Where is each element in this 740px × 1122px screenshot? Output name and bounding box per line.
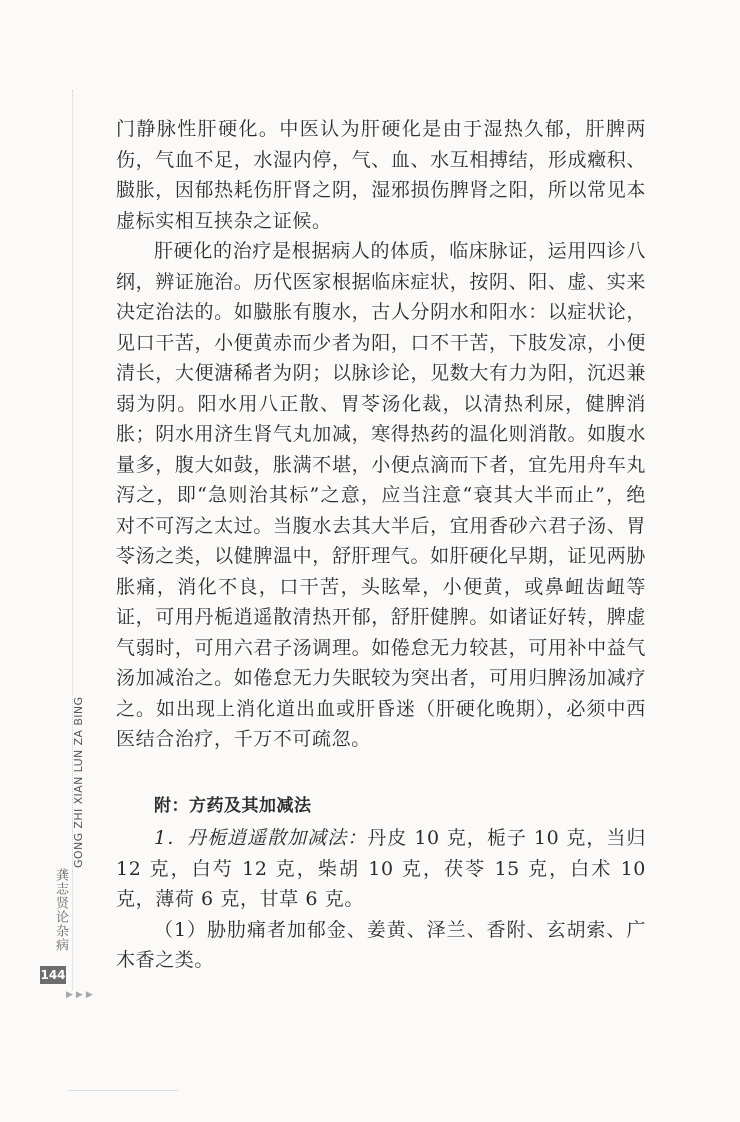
paragraph-1: 门静脉性肝硬化。中医认为肝硬化是由于湿热久郁，肝脾两伤，气血不足，水湿内停，气、血、水互相搏结，形成癥积、臌胀，因郁热耗伤肝肾之阴，湿邪损伤脾肾之阳，所以常见本虚标实相互挟杂之证候。 xyxy=(116,118,646,232)
recipe-1-note-1: （1）胁肋痛者加郁金、姜黄、泽兰、香附、玄胡索、广木香之类。 xyxy=(116,918,646,971)
recipe-1-name: 1．丹栀逍遥散加减法： xyxy=(154,827,368,849)
bottom-rule xyxy=(68,1090,178,1091)
recipe-1-text: 丹皮 10 克，栀子 10 克，当归 12 克，白芍 12 克，柴胡 10 克，茯苓 15 克，白术 10 克，薄荷 6 克，甘草 6 克。 xyxy=(116,827,646,910)
recipe-1 xyxy=(116,823,646,915)
paragraph-2: 肝硬化的治疗是根据病人的体质，临床脉证，运用四诊八纲，辨证施治。历代医家根据临床症状，按阴、阳、虚、实来决定治法的。如臌胀有腹水，古人分阴水和阳水：以症状论，见口干苦，小便黄赤而少者为阳，口不干苦，下肢发凉，小便清长，大便溏稀者为阴；以脉诊论，见数大有力为阳，沉迟兼弱为阴。阳水用八正散、胃苓汤化裁，以清热利尿，健脾消胀；阴水用济生肾气丸加减，寒得热药的温化则消散。如腹水量多，腹大如鼓，胀满不堪，小便点滴而下者，宜先用舟车丸泻之，即“急则治其标”之意，应当注意“衰其大半而止”，绝对不可泻之太过。当腹水去其大半后，宜用香砂六君子汤、胃苓汤之类，以健脾温中，舒肝理气。如肝硬化早期，证见两胁胀痛，消化不良，口干苦，头眩晕，小便黄，或鼻衄齿衄等证，可用丹栀逍遥散清热开郁，舒肝健脾。如诸证好转，脾虚气弱时，可用六君子汤调理。如倦怠无力较甚，可用补中益气汤加减治之。如倦怠无力失眠较为突出者，可用归脾汤加减疗之。如出现上消化道出血或肝昏迷（肝硬化晚期），必须中西医结合治疗，千万不可疏忽。 xyxy=(116,240,646,750)
appendix-title: 附：方药及其加减法 xyxy=(154,795,312,816)
page-number-badge: 144 xyxy=(40,968,66,982)
arrows-icon: ▶▶▶ xyxy=(66,990,96,1000)
side-pinyin-title: GONG ZHI XIAN LUN ZA BING xyxy=(72,696,85,868)
side-chinese-title: 龚志贤论杂病 xyxy=(53,868,68,952)
main-text-block xyxy=(116,114,646,976)
